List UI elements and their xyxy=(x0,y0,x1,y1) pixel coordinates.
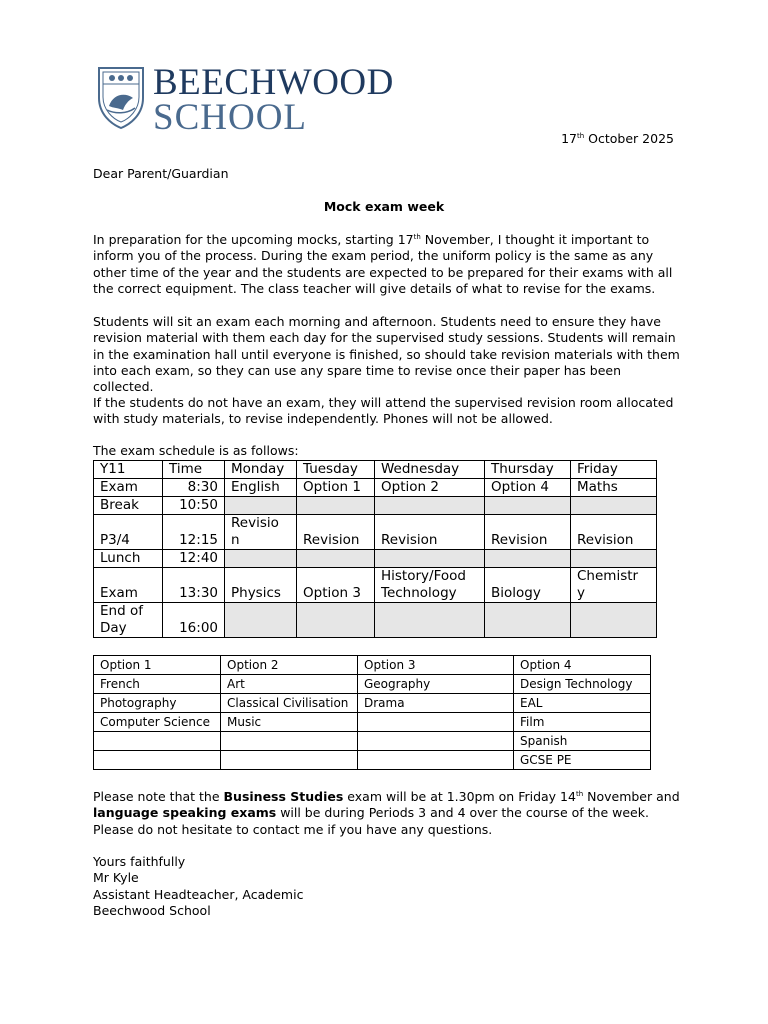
options-row xyxy=(94,751,651,770)
schedule-cell: English xyxy=(225,479,297,497)
options-row xyxy=(94,732,651,751)
schedule-cell xyxy=(297,497,375,515)
options-cell: Drama xyxy=(358,694,514,713)
options-cell: Spanish xyxy=(514,732,651,751)
schedule-cell xyxy=(225,603,297,638)
options-cell: Computer Science xyxy=(94,713,221,732)
options-row xyxy=(94,694,651,713)
schedule-cell xyxy=(485,603,571,638)
schedule-header: Monday xyxy=(225,461,297,479)
schedule-cell xyxy=(571,603,657,638)
schedule-row xyxy=(94,515,657,550)
options-row xyxy=(94,675,651,694)
schedule-cell: 16:00 xyxy=(163,603,225,638)
schedule-cell: Revision xyxy=(485,515,571,550)
options-header: Option 1 xyxy=(94,656,221,675)
options-cell: Design Technology xyxy=(514,675,651,694)
schedule-header: Tuesday xyxy=(297,461,375,479)
options-header-row xyxy=(94,656,651,675)
schedule-cell: 10:50 xyxy=(163,497,225,515)
school-name-line1: BEECHWOOD xyxy=(153,62,394,103)
options-header: Option 3 xyxy=(358,656,514,675)
options-cell: Music xyxy=(221,713,358,732)
letter-title: Mock exam week xyxy=(323,199,445,214)
paragraph-intro: In preparation for the upcoming mocks, starting 17th November, I thought it important to inform you of the process. During the exam period, the uniform policy is the same as any other time of the year and the students are expected to be prepared for their exams with all the correct equipment. The class teacher will give details of what to revise for the exams. xyxy=(93,232,673,296)
schedule-row xyxy=(94,568,657,603)
schedule-cell: End of Day xyxy=(94,603,163,638)
schedule-cell: Revision xyxy=(375,515,485,550)
schedule-cell: Exam xyxy=(94,568,163,603)
schedule-header: Friday xyxy=(571,461,657,479)
signoff-role: Assistant Headteacher, Academic xyxy=(93,886,304,902)
schedule-intro: The exam schedule is as follows: xyxy=(93,443,299,458)
schedule-cell xyxy=(375,550,485,568)
options-cell xyxy=(358,713,514,732)
options-header: Option 4 xyxy=(514,656,651,675)
paragraph-note: Please note that the Business Studies exam will be at 1.30pm on Friday 14th November and language speaking exams will be during Periods 3 and 4 over the course of the week. Please do not hesitate to contact me if you have any questions. xyxy=(93,789,680,837)
schedule-cell: Break xyxy=(94,497,163,515)
schedule-cell: 12:15 xyxy=(163,515,225,550)
options-cell xyxy=(94,751,221,770)
signoff-closing: Yours faithfully xyxy=(93,854,186,869)
options-cell: GCSE PE xyxy=(514,751,651,770)
signoff-name: Mr Kyle xyxy=(93,870,139,886)
schedule-header: Time xyxy=(163,461,225,479)
options-cell: Classical Civilisation xyxy=(221,694,358,713)
schedule-cell: Option 4 xyxy=(485,479,571,497)
options-row xyxy=(94,713,651,732)
schedule-cell: Lunch xyxy=(94,550,163,568)
schedule-row xyxy=(94,603,657,638)
schedule-cell: 12:40 xyxy=(163,550,225,568)
schedule-cell xyxy=(485,550,571,568)
options-cell xyxy=(221,751,358,770)
schedule-row xyxy=(94,479,657,497)
schedule-cell xyxy=(225,550,297,568)
school-logo xyxy=(95,62,395,138)
schedule-cell: P3/4 xyxy=(94,515,163,550)
schedule-cell: Option 1 xyxy=(297,479,375,497)
schedule-cell xyxy=(225,497,297,515)
options-cell: EAL xyxy=(514,694,651,713)
schedule-row xyxy=(94,497,657,515)
schedule-cell: Physics xyxy=(225,568,297,603)
schedule-cell: Maths xyxy=(571,479,657,497)
schedule-cell: 8:30 xyxy=(163,479,225,497)
schedule-cell: Option 3 xyxy=(297,568,375,603)
paragraph-no-exam: If the students do not have an exam, they will attend the supervised revision room allocated with study materials, to revise independently. Phones will not be allowed. xyxy=(93,395,674,427)
schedule-cell: Chemistr y xyxy=(571,568,657,603)
schedule-cell: Revision xyxy=(571,515,657,550)
schedule-cell xyxy=(571,497,657,515)
options-cell xyxy=(358,732,514,751)
options-cell xyxy=(94,732,221,751)
schedule-row xyxy=(94,550,657,568)
schedule-cell: Exam xyxy=(94,479,163,497)
schedule-cell xyxy=(297,550,375,568)
options-cell: Film xyxy=(514,713,651,732)
school-crest-icon xyxy=(95,64,147,130)
options-cell: Geography xyxy=(358,675,514,694)
options-cell: French xyxy=(94,675,221,694)
options-header: Option 2 xyxy=(221,656,358,675)
schedule-header: Y11 xyxy=(94,461,163,479)
schedule-cell: History/Food Technology xyxy=(375,568,485,603)
school-name-line2: SCHOOL xyxy=(153,97,308,138)
options-cell xyxy=(358,751,514,770)
paragraph-exam-sessions: Students will sit an exam each morning and afternoon. Students need to ensure they have revision material with them each day for the supervised study sessions. Students will remain in the examination hall until everyone is finished, so should take revision materials with them into each exam, so they can use any spare time to revise once their paper has been collected. xyxy=(93,314,680,395)
schedule-cell xyxy=(297,603,375,638)
schedule-cell: Biology xyxy=(485,568,571,603)
signoff xyxy=(93,854,683,919)
options-table xyxy=(93,655,651,770)
options-cell xyxy=(221,732,358,751)
exam-schedule-table xyxy=(93,460,657,638)
schedule-cell xyxy=(571,550,657,568)
schedule-header-row xyxy=(94,461,657,479)
letter-date: 17th October 2025 xyxy=(561,131,674,146)
schedule-cell: 13:30 xyxy=(163,568,225,603)
schedule-cell xyxy=(375,603,485,638)
schedule-cell: Option 2 xyxy=(375,479,485,497)
schedule-cell xyxy=(375,497,485,515)
schedule-cell xyxy=(485,497,571,515)
salutation: Dear Parent/Guardian xyxy=(93,166,229,181)
options-cell: Photography xyxy=(94,694,221,713)
schedule-header: Wednesday xyxy=(375,461,485,479)
schedule-header: Thursday xyxy=(485,461,571,479)
signoff-school: Beechwood School xyxy=(93,902,211,918)
options-cell: Art xyxy=(221,675,358,694)
schedule-cell: Revisio n xyxy=(225,515,297,550)
schedule-cell: Revision xyxy=(297,515,375,550)
